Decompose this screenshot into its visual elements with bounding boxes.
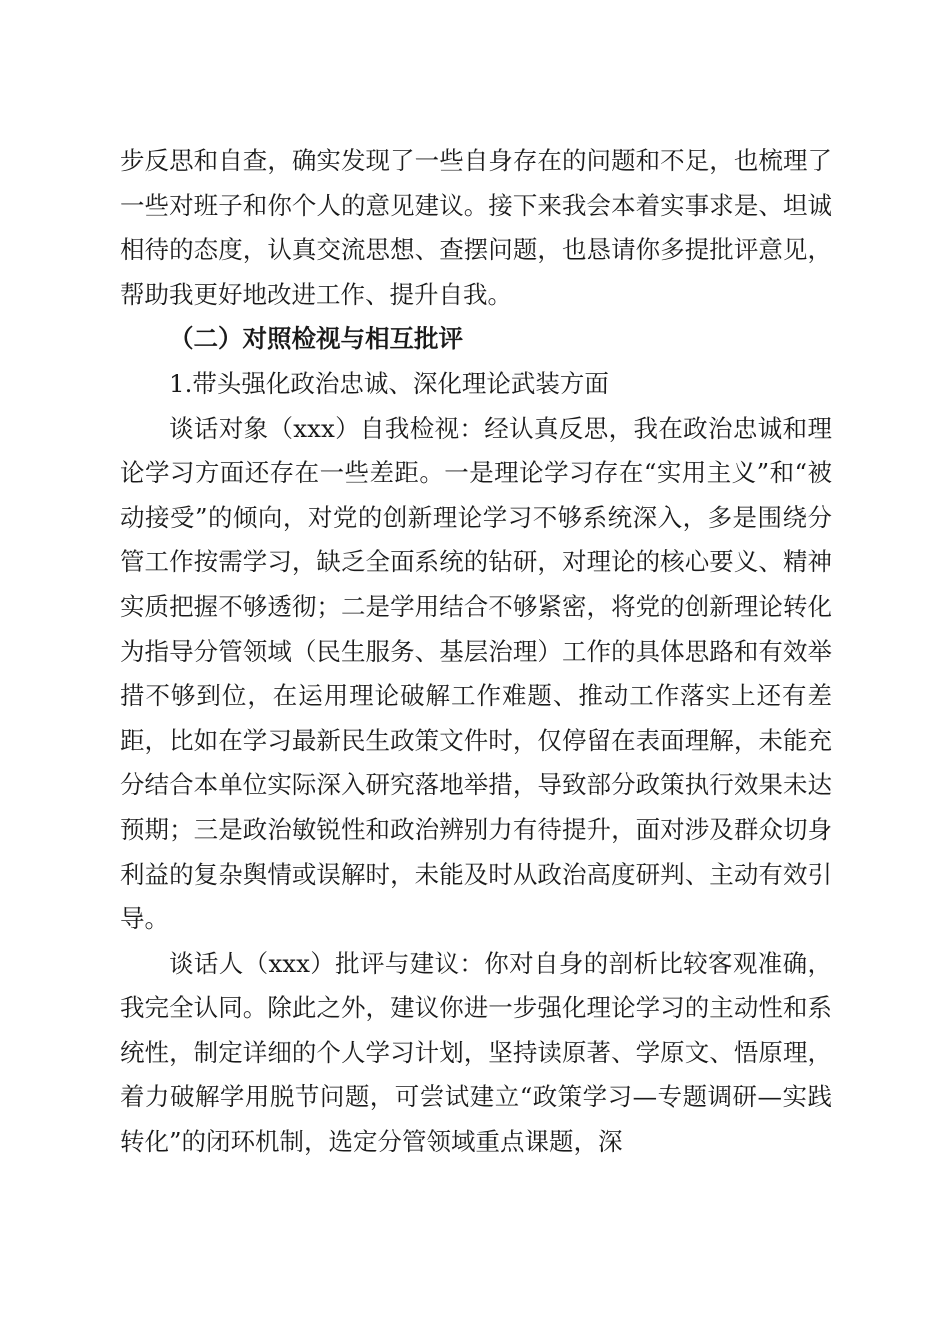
paragraph-intro-continued: 步反思和自查，确实发现了一些自身存在的问题和不足，也梳理了一些对班子和你个人的意见建议。接下来我会本着实事求是、坦诚相待的态度，认真交流思想、查摆问题，也恳请你多提批评意见，帮助我更好地改进工作、提升自我。 xyxy=(120,146,832,309)
paragraph-criticism: 谈话人（xxx）批评与建议：你对自身的剖析比较客观准确，我完全认同。除此之外，建议你进一步强化理论学习的主动性和系统性，制定详细的个人学习计划，坚持读原著、学原文、悟原理，着力破解学用脱节问题，可尝试建立“政策学习—专题调研—实践转化”的闭环机制，选定分管领域重点课题，深 xyxy=(120,948,832,1157)
section-heading: （二）对照检视与相互批评 xyxy=(169,324,463,354)
paragraph-self-review: 谈话对象（xxx）自我检视：经认真反思，我在政治忠诚和理论学习方面还存在一些差距。一是理论学习存在“实用主义”和“被动接受”的倾向，对党的创新理论学习不够系统深入，多是围绕分管工作按需学习，缺乏全面系统的钻研，对理论的核心要义、精神实质把握不够透彻；二是学用结合不够紧密，将党的创新理论转化为指导分管领域（民生服务、基层治理）工作的具体思路和有效举措不够到位，在运用理论破解工作难题、推动工作落实上还有差距，比如在学习最新民生政策文件时，仅停留在表面理解，未能充分结合本单位实际深入研究落地举措，导致部分政策执行效果未达预期；三是政治敏锐性和政治辨别力有待提升，面对涉及群众切身利益的复杂舆情或误解时，未能及时从政治高度研判、主动有效引导。 xyxy=(120,413,832,934)
subsection-heading: 1.带头强化政治忠诚、深化理论武装方面 xyxy=(169,368,609,398)
document-body xyxy=(120,139,832,1165)
